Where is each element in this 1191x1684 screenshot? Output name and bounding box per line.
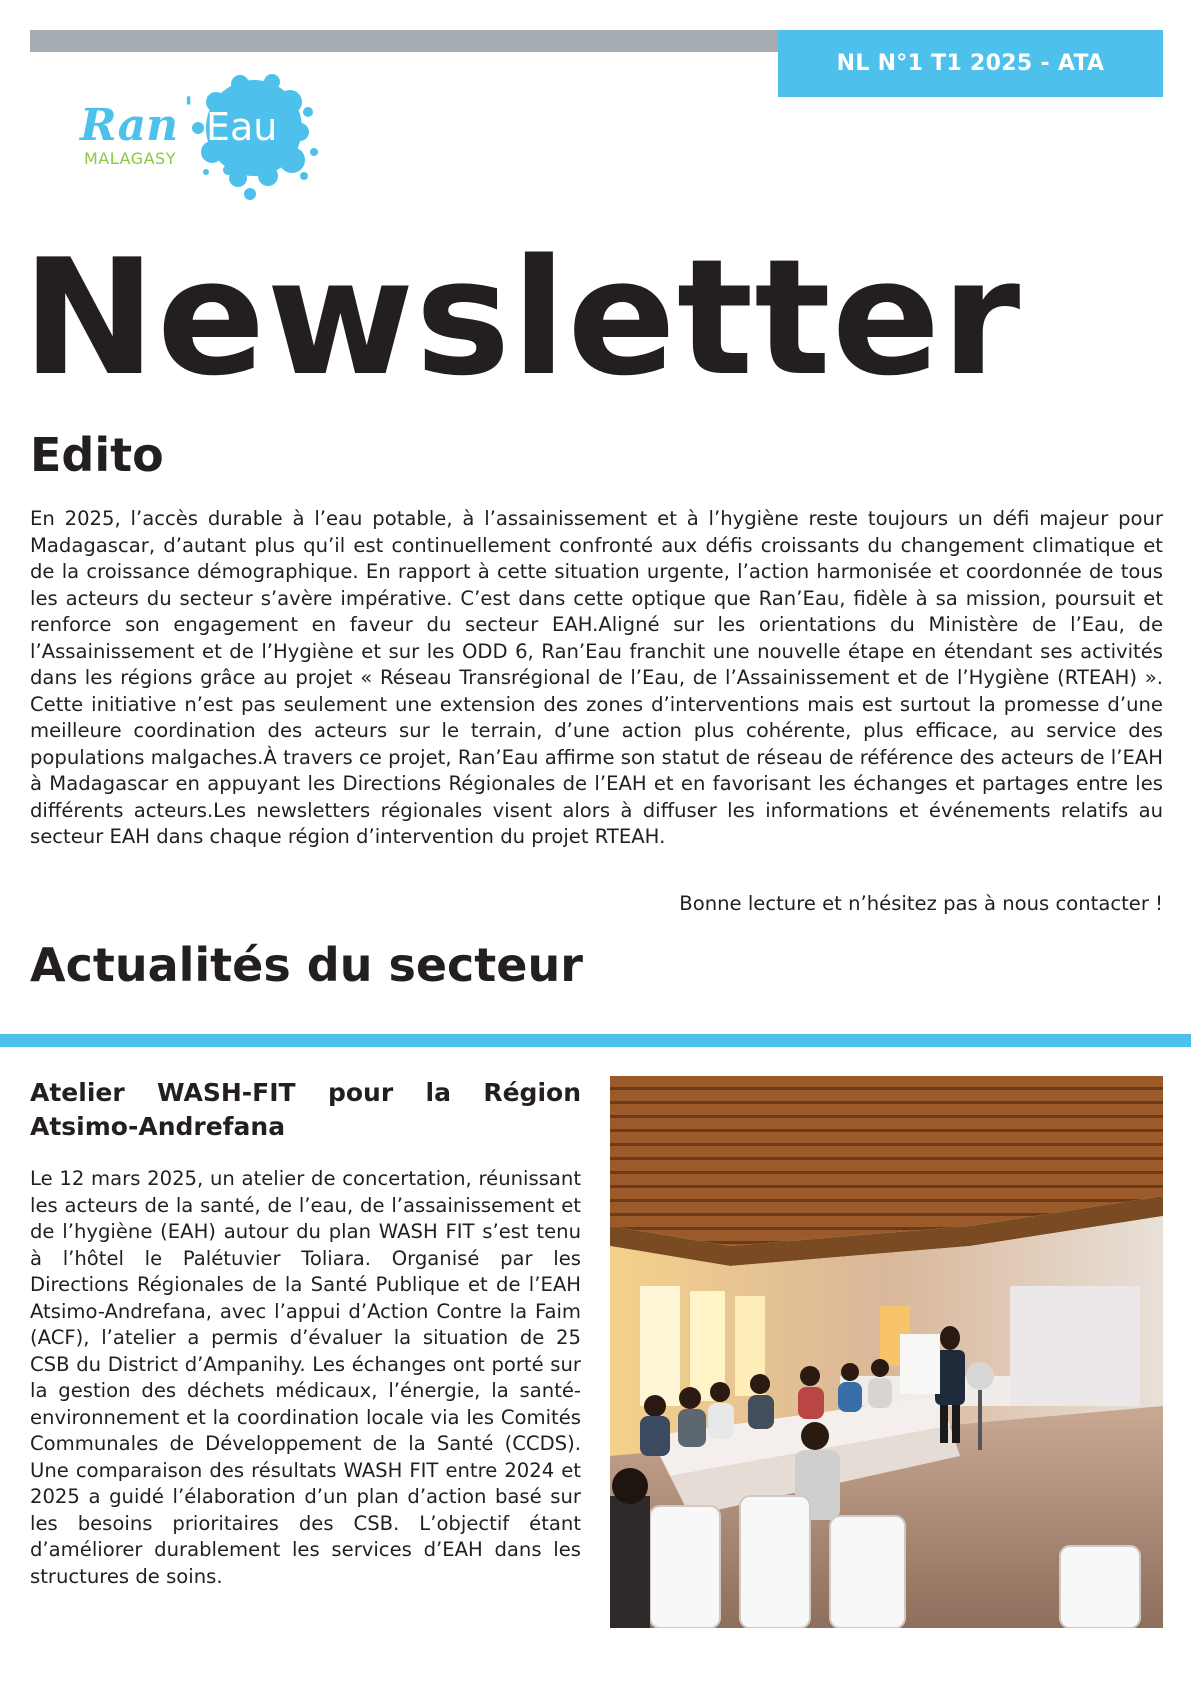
header-grey-bar [30, 30, 780, 52]
edito-body: En 2025, l’accès durable à l’eau potable, à l’assainissement et à l’hygiène reste toujours un défi majeur pour Madagascar, d’autant plus qu’il est continuellement confronté aux défis croissants du changement climatique et de la croissance démographique. En rapport à cette situation urgente, l’action harmonisée et coordonnée de tous les acteurs du secteur s’avère impérative. C’est dans cette optique que Ran’Eau, fidèle à sa mission, poursuit et renforce son engagement en faveur du secteur EAH.Aligné sur les orientations du Ministère de l’Eau, de l’Assainissement et de l’Hygiène et sur les ODD 6, Ran’Eau franchit une nouvelle étape en étendant ses activités dans les régions grâce au projet « Réseau Transrégional de l’Eau, de l’Assainissement et de l’Hygiène (RTEAH) ». Cette initiative n’est pas seulement une extension des zones d’interventions mais est surtout la promesse d’une meilleure coordination des acteurs sur le terrain, d’une action plus cohérente, plus efficace, au service des populations malgaches.À travers ce projet, Ran’Eau affirme son statut de réseau de référence des acteurs de l’EAH à Madagascar en appuyant les Directions Régionales de l’EAH et en favorisant les échanges et partages entre les différents acteurs.Les newsletters régionales visent alors à diffuser les informations et événements relatifs au secteur EAH dans chaque région d’intervention du projet RTEAH. [30, 507, 1163, 848]
issue-badge: NL N°1 T1 2025 - ATA [778, 30, 1163, 97]
svg-text:Ran: Ran [80, 100, 179, 151]
svg-text:MALAGASY: MALAGASY [84, 149, 176, 168]
raneau-logo[interactable] [78, 72, 318, 207]
svg-text:': ' [184, 91, 194, 126]
edito-heading: Edito [30, 428, 164, 482]
edito-closing: Bonne lecture et n’hésitez pas à nous contacter ! [679, 892, 1163, 915]
workshop-photo [610, 1076, 1163, 1628]
svg-text:Eau: Eau [206, 105, 278, 149]
article-title: Atelier WASH-FIT pour la Région Atsimo-Andrefana [30, 1078, 581, 1141]
section-divider [0, 1034, 1191, 1047]
article-body: Le 12 mars 2025, un atelier de concertation, réunissant les acteurs de la santé, de l’eau, de l’assainissement et de l’hygiène (EAH) autour du plan WASH FIT s’est tenu à l’hôtel le Palétuvier Toliara. Organisé par les Directions Régionales de la Santé Publique et de l’EAH Atsimo-Andrefana, avec l’appui d’Action Contre la Faim (ACF), l’atelier a permis d’évaluer la situation de 25 CSB du District d’Ampanihy. Les échanges ont porté sur la gestion des déchets médicaux, l’énergie, la santé-environnement et la coordination locale via les Comités Communales de Développement de la Santé (CCDS). Une comparaison des résultats WASH FIT entre 2024 et 2025 a guidé l’élaboration d’un plan d’action basé sur les besoins prioritaires des CSB. L’objectif étant d’améliorer durablement les services d’EAH dans les structures de soins. [30, 1167, 581, 1588]
newsletter-title: Newsletter [22, 224, 1022, 411]
news-heading: Actualités du secteur [30, 938, 583, 992]
paint-splash-icon [78, 72, 318, 207]
